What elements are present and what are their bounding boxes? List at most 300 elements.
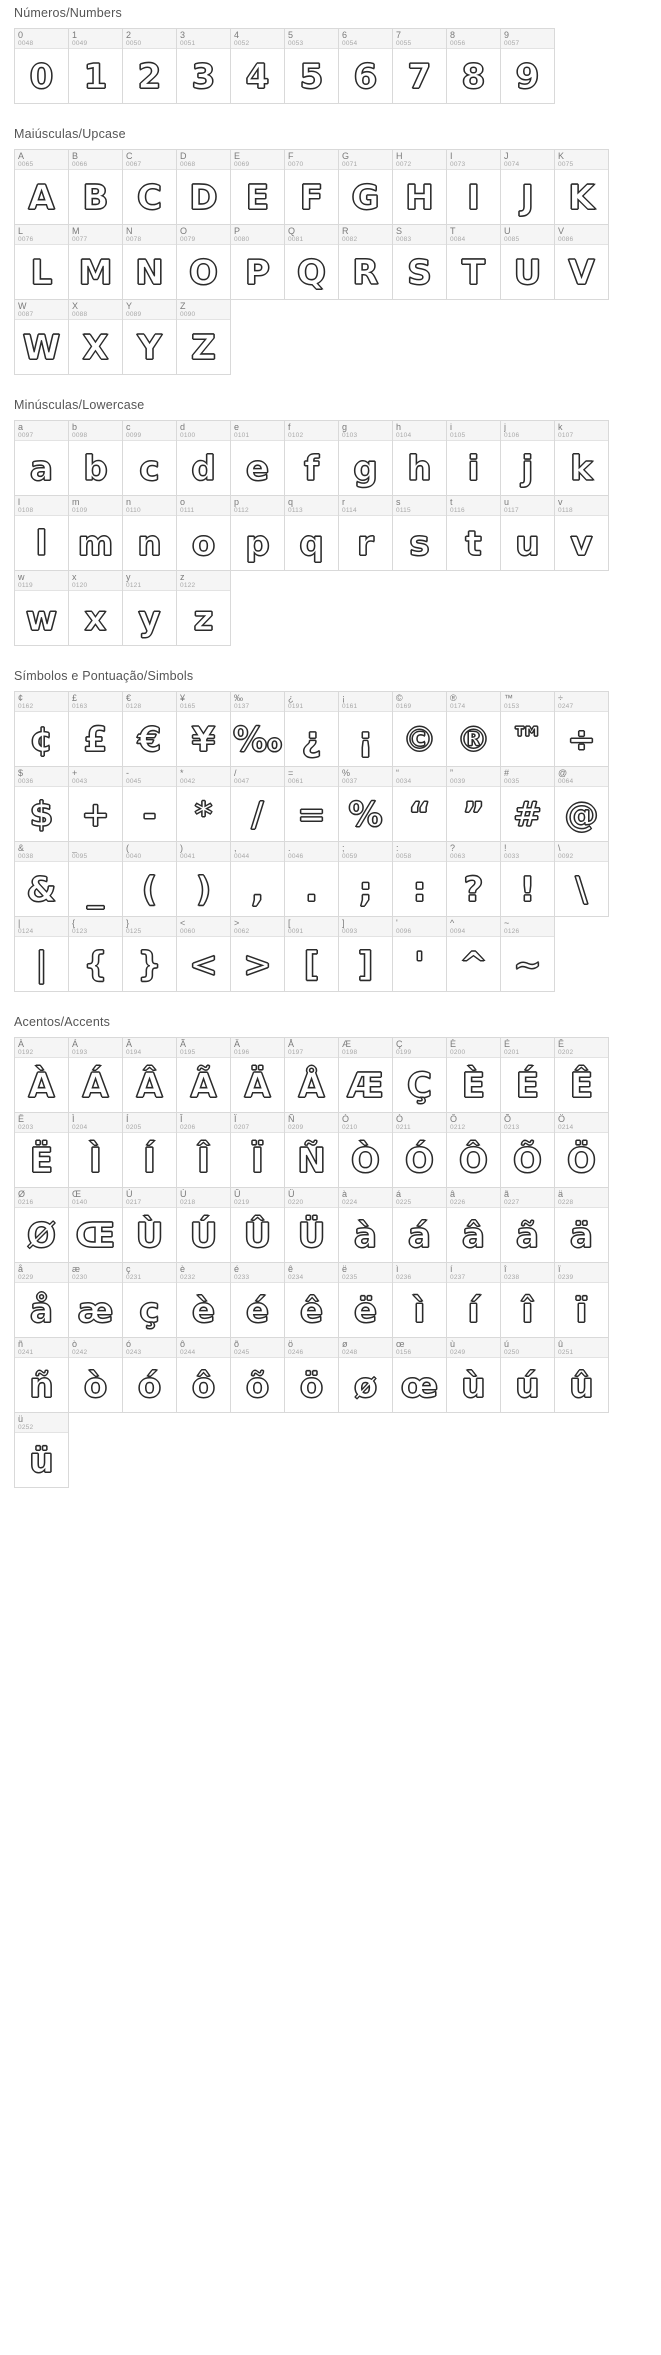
glyph-code-label: 0199 — [396, 1049, 412, 1056]
glyph-cell[interactable] — [338, 916, 393, 992]
glyph-header — [231, 1263, 284, 1283]
glyph-preview — [501, 712, 554, 767]
glyph-cell[interactable] — [68, 420, 123, 496]
glyph-header — [285, 225, 338, 245]
glyph-cell[interactable] — [122, 1112, 177, 1188]
glyph-cell[interactable] — [284, 841, 339, 917]
glyph-cell[interactable] — [554, 224, 609, 300]
glyph-preview-character: ÷ — [567, 719, 596, 760]
glyph-header — [555, 225, 608, 245]
glyph-preview-character: û — [569, 1365, 594, 1406]
glyph-character-label: î — [504, 1264, 507, 1274]
glyph-preview — [447, 1358, 500, 1413]
glyph-character-label: ! — [504, 843, 507, 853]
glyph-cell[interactable] — [446, 149, 501, 225]
glyph-character-label: 5 — [288, 30, 294, 40]
glyph-cell[interactable] — [338, 1037, 393, 1113]
glyph-code-label: 0116 — [450, 507, 465, 514]
glyph-cell[interactable] — [14, 224, 69, 300]
glyph-cell[interactable] — [14, 691, 69, 767]
glyph-preview — [15, 245, 68, 300]
glyph-cell[interactable] — [338, 691, 393, 767]
glyph-cell[interactable] — [176, 1187, 231, 1263]
glyph-character-label: : — [396, 843, 399, 853]
glyph-preview-character: q — [299, 523, 324, 564]
glyph-cell[interactable] — [500, 149, 555, 225]
glyph-character-label: í — [450, 1264, 453, 1274]
glyph-cell[interactable] — [446, 691, 501, 767]
glyph-character-label: a — [18, 422, 24, 432]
glyph-cell[interactable] — [122, 420, 177, 496]
glyph-cell[interactable] — [68, 224, 123, 300]
glyph-header — [285, 1338, 338, 1358]
glyph-cell[interactable] — [14, 841, 69, 917]
glyph-cell[interactable] — [554, 1187, 609, 1263]
glyph-preview-character: ò — [83, 1365, 108, 1406]
glyph-preview-character: C — [137, 177, 162, 218]
glyph-cell[interactable] — [392, 841, 447, 917]
glyph-character-label: , — [234, 843, 237, 853]
glyph-cell[interactable] — [500, 495, 555, 571]
glyph-cell[interactable] — [122, 691, 177, 767]
glyph-cell[interactable] — [230, 1337, 285, 1413]
glyph-preview-character: y — [138, 598, 161, 639]
glyph-cell[interactable] — [122, 1187, 177, 1263]
glyph-code-label: 0060 — [180, 928, 196, 935]
glyph-cell[interactable] — [14, 1337, 69, 1413]
glyph-cell[interactable] — [68, 1112, 123, 1188]
glyph-cell[interactable] — [68, 28, 123, 104]
glyph-cell[interactable] — [14, 1187, 69, 1263]
glyph-preview-character: Æ — [347, 1065, 384, 1106]
glyph-cell[interactable] — [284, 1187, 339, 1263]
glyph-cell[interactable] — [554, 691, 609, 767]
glyph-code-label: 0191 — [288, 703, 304, 710]
glyph-cell[interactable] — [122, 28, 177, 104]
glyph-character-label: + — [72, 768, 78, 778]
glyph-cell[interactable] — [14, 420, 69, 496]
glyph-header — [555, 842, 608, 862]
glyph-cell[interactable] — [176, 495, 231, 571]
glyph-cell[interactable] — [284, 691, 339, 767]
glyph-cell[interactable] — [122, 495, 177, 571]
glyph-cell[interactable] — [176, 1112, 231, 1188]
glyph-preview-character: ö — [299, 1365, 324, 1406]
glyph-preview — [555, 862, 608, 917]
glyph-cell[interactable] — [338, 1262, 393, 1338]
glyph-cell[interactable] — [338, 1112, 393, 1188]
glyph-cell[interactable] — [68, 570, 123, 646]
glyph-header — [339, 1338, 392, 1358]
glyph-cell[interactable] — [68, 299, 123, 375]
glyph-header — [123, 1263, 176, 1283]
glyph-header — [339, 496, 392, 516]
glyph-cell[interactable] — [284, 28, 339, 104]
glyph-code-label: 0140 — [72, 1199, 88, 1206]
glyph-cell[interactable] — [68, 1262, 123, 1338]
glyph-cell[interactable] — [500, 841, 555, 917]
glyph-cell[interactable] — [68, 495, 123, 571]
glyph-preview-character: Ï — [251, 1140, 264, 1181]
glyph-cell[interactable] — [14, 299, 69, 375]
glyph-character-label: t — [450, 497, 453, 507]
glyph-cell[interactable] — [392, 420, 447, 496]
glyph-character-label: k — [558, 422, 563, 432]
glyph-cell[interactable] — [284, 1337, 339, 1413]
glyph-cell[interactable] — [446, 1187, 501, 1263]
glyph-cell[interactable] — [176, 420, 231, 496]
glyph-cell[interactable] — [392, 149, 447, 225]
glyph-preview-character: Ô — [459, 1140, 488, 1181]
glyph-cell[interactable] — [500, 28, 555, 104]
glyph-cell[interactable] — [14, 570, 69, 646]
glyph-cell[interactable] — [446, 420, 501, 496]
glyph-character-label: ® — [450, 693, 457, 703]
glyph-header — [15, 1338, 68, 1358]
glyph-cell[interactable] — [68, 916, 123, 992]
glyph-cell[interactable] — [446, 224, 501, 300]
glyph-cell[interactable] — [554, 420, 609, 496]
glyph-cell[interactable] — [284, 1112, 339, 1188]
glyph-cell[interactable] — [14, 916, 69, 992]
glyph-preview — [447, 1283, 500, 1338]
glyph-cell[interactable] — [500, 766, 555, 842]
glyph-cell[interactable] — [122, 841, 177, 917]
glyph-cell[interactable] — [176, 841, 231, 917]
glyph-cell[interactable] — [500, 1187, 555, 1263]
glyph-cell[interactable] — [446, 1262, 501, 1338]
glyph-code-label: 0075 — [558, 161, 574, 168]
glyph-cell[interactable] — [338, 149, 393, 225]
glyph-cell[interactable] — [176, 691, 231, 767]
glyph-code-label: 0217 — [126, 1199, 142, 1206]
glyph-header — [501, 421, 554, 441]
glyph-cell[interactable] — [230, 916, 285, 992]
glyph-header — [123, 300, 176, 320]
glyph-cell[interactable] — [284, 1037, 339, 1113]
glyph-cell[interactable] — [14, 1262, 69, 1338]
glyph-header — [177, 1038, 230, 1058]
glyph-header — [393, 842, 446, 862]
glyph-cell[interactable] — [446, 28, 501, 104]
glyph-preview — [555, 1358, 608, 1413]
glyph-cell[interactable] — [500, 420, 555, 496]
glyph-cell[interactable] — [176, 916, 231, 992]
glyph-cell[interactable] — [446, 916, 501, 992]
glyph-cell[interactable] — [392, 1262, 447, 1338]
glyph-cell[interactable] — [230, 149, 285, 225]
glyph-character-label: Ñ — [288, 1114, 295, 1124]
glyph-cell[interactable] — [122, 766, 177, 842]
glyph-code-label: 0247 — [558, 703, 574, 710]
glyph-code-label: 0201 — [504, 1049, 520, 1056]
glyph-character-label: \ — [558, 843, 561, 853]
glyph-preview — [501, 441, 554, 496]
glyph-header — [123, 496, 176, 516]
glyph-cell[interactable] — [14, 1037, 69, 1113]
glyph-cell[interactable] — [392, 28, 447, 104]
glyph-cell[interactable] — [14, 149, 69, 225]
glyph-preview-character: * — [194, 794, 213, 835]
glyph-preview — [393, 1133, 446, 1188]
glyph-cell[interactable] — [230, 28, 285, 104]
glyph-cell[interactable] — [392, 495, 447, 571]
glyph-code-label: 0061 — [288, 778, 304, 785]
glyph-preview — [393, 516, 446, 571]
glyph-character-label: ™ — [504, 693, 513, 703]
glyph-preview-character: } — [137, 944, 162, 985]
glyph-cell[interactable] — [230, 1037, 285, 1113]
glyph-header — [393, 1338, 446, 1358]
glyph-cell[interactable] — [392, 1112, 447, 1188]
glyph-character-label: Ç — [396, 1039, 403, 1049]
glyph-cell[interactable] — [14, 495, 69, 571]
glyph-cell[interactable] — [176, 570, 231, 646]
glyph-cell[interactable] — [554, 495, 609, 571]
glyph-character-label: = — [288, 768, 294, 778]
glyph-code-label: 0248 — [342, 1349, 358, 1356]
glyph-cell[interactable] — [122, 1037, 177, 1113]
glyph-character-label: © — [396, 693, 403, 703]
glyph-preview — [339, 787, 392, 842]
glyph-cell[interactable] — [500, 1337, 555, 1413]
glyph-cell[interactable] — [392, 224, 447, 300]
glyph-code-label: 0128 — [126, 703, 142, 710]
glyph-header — [555, 1188, 608, 1208]
glyph-preview-character: b — [83, 448, 108, 489]
glyph-preview-character: j — [521, 448, 534, 489]
glyph-cell[interactable] — [68, 1187, 123, 1263]
glyph-cell[interactable] — [68, 1337, 123, 1413]
glyph-preview-character: É — [515, 1065, 540, 1106]
glyph-preview — [69, 441, 122, 496]
glyph-cell[interactable] — [500, 1112, 555, 1188]
glyph-cell[interactable] — [14, 1112, 69, 1188]
glyph-cell[interactable] — [392, 1037, 447, 1113]
glyph-cell[interactable] — [122, 149, 177, 225]
glyph-preview — [69, 516, 122, 571]
glyph-cell[interactable] — [230, 495, 285, 571]
glyph-character-label: H — [396, 151, 403, 161]
glyph-preview — [177, 1358, 230, 1413]
glyph-cell[interactable] — [446, 1112, 501, 1188]
glyph-cell[interactable] — [230, 420, 285, 496]
glyph-cell[interactable] — [338, 420, 393, 496]
glyph-cell[interactable] — [122, 1262, 177, 1338]
glyph-preview-character: Ä — [244, 1065, 271, 1106]
glyph-cell[interactable] — [122, 570, 177, 646]
glyph-cell[interactable] — [446, 1337, 501, 1413]
glyph-cell[interactable] — [230, 1112, 285, 1188]
glyph-cell[interactable] — [176, 28, 231, 104]
glyph-character-label: > — [234, 918, 240, 928]
glyph-preview — [123, 591, 176, 646]
glyph-character-label: ú — [504, 1339, 510, 1349]
glyph-header — [15, 1038, 68, 1058]
glyph-code-label: 0230 — [72, 1274, 88, 1281]
glyph-preview — [123, 862, 176, 917]
glyph-cell[interactable] — [554, 1262, 609, 1338]
glyph-header — [15, 917, 68, 937]
glyph-code-label: 0057 — [504, 40, 520, 47]
glyph-character-label: ñ — [18, 1339, 24, 1349]
glyph-cell[interactable] — [338, 841, 393, 917]
glyph-preview — [447, 712, 500, 767]
glyph-cell[interactable] — [446, 495, 501, 571]
glyph-header — [69, 917, 122, 937]
glyph-cell[interactable] — [554, 841, 609, 917]
glyph-cell[interactable] — [554, 1337, 609, 1413]
glyph-code-label: 0089 — [126, 311, 142, 318]
glyph-cell[interactable] — [122, 916, 177, 992]
glyph-cell[interactable] — [284, 1262, 339, 1338]
glyph-preview — [231, 787, 284, 842]
glyph-preview-character: 1 — [83, 56, 108, 97]
glyph-cell[interactable] — [338, 766, 393, 842]
glyph-code-label: 0236 — [396, 1274, 412, 1281]
glyph-cell[interactable] — [392, 691, 447, 767]
glyph-cell[interactable] — [500, 916, 555, 992]
glyph-cell[interactable] — [176, 1262, 231, 1338]
glyph-code-label: 0219 — [234, 1199, 250, 1206]
glyph-cell[interactable] — [500, 691, 555, 767]
glyph-header — [285, 767, 338, 787]
glyph-preview — [555, 1208, 608, 1263]
glyph-preview-character: ; — [358, 869, 373, 910]
glyph-code-label: 0064 — [558, 778, 574, 785]
glyph-cell[interactable] — [554, 1112, 609, 1188]
glyph-cell[interactable] — [446, 841, 501, 917]
glyph-cell[interactable] — [230, 766, 285, 842]
glyph-character-label: { — [72, 918, 76, 928]
glyph-cell[interactable] — [230, 1187, 285, 1263]
glyph-cell[interactable] — [392, 916, 447, 992]
glyph-cell[interactable] — [176, 299, 231, 375]
glyph-cell[interactable] — [284, 766, 339, 842]
glyph-cell[interactable] — [230, 224, 285, 300]
glyph-cell[interactable] — [554, 766, 609, 842]
glyph-preview — [15, 712, 68, 767]
glyph-code-label: 0104 — [396, 432, 412, 439]
glyph-cell[interactable] — [554, 149, 609, 225]
glyph-cell[interactable] — [122, 299, 177, 375]
glyph-code-label: 0224 — [342, 1199, 358, 1206]
glyph-cell[interactable] — [230, 841, 285, 917]
glyph-code-label: 0227 — [504, 1199, 520, 1206]
glyph-header — [177, 1338, 230, 1358]
glyph-cell[interactable] — [122, 224, 177, 300]
glyph-cell[interactable] — [176, 224, 231, 300]
glyph-cell[interactable] — [230, 691, 285, 767]
glyph-cell[interactable] — [338, 28, 393, 104]
glyph-header — [69, 1263, 122, 1283]
glyph-cell[interactable] — [338, 224, 393, 300]
glyph-cell[interactable] — [14, 28, 69, 104]
glyph-cell[interactable] — [446, 766, 501, 842]
glyph-code-label: 0214 — [558, 1124, 574, 1131]
glyph-cell[interactable] — [176, 1337, 231, 1413]
glyph-character-label: c — [126, 422, 131, 432]
glyph-cell[interactable] — [392, 766, 447, 842]
glyph-cell[interactable] — [68, 841, 123, 917]
glyph-header — [555, 150, 608, 170]
glyph-cell[interactable] — [230, 1262, 285, 1338]
glyph-cell[interactable] — [446, 1037, 501, 1113]
glyph-header — [501, 496, 554, 516]
glyph-code-label: 0119 — [18, 582, 33, 589]
glyph-header — [123, 421, 176, 441]
glyph-cell[interactable] — [122, 1337, 177, 1413]
glyph-cell[interactable] — [176, 1037, 231, 1113]
glyph-cell[interactable] — [500, 1262, 555, 1338]
glyph-cell[interactable] — [500, 224, 555, 300]
glyph-cell[interactable] — [68, 1037, 123, 1113]
glyph-cell[interactable] — [68, 766, 123, 842]
glyph-cell[interactable] — [338, 1337, 393, 1413]
glyph-character-label: Ö — [558, 1114, 566, 1124]
glyph-code-label: 0225 — [396, 1199, 412, 1206]
glyph-header — [177, 571, 230, 591]
glyph-cell[interactable] — [392, 1187, 447, 1263]
glyph-code-label: 0207 — [234, 1124, 250, 1131]
glyph-cell[interactable] — [176, 149, 231, 225]
glyph-header — [393, 1038, 446, 1058]
glyph-preview — [285, 1133, 338, 1188]
glyph-cell[interactable] — [68, 149, 123, 225]
glyph-preview-character: Ó — [405, 1140, 434, 1181]
glyph-character-label: B — [72, 151, 79, 161]
glyph-preview — [285, 712, 338, 767]
glyph-preview — [15, 170, 68, 225]
glyph-cell[interactable] — [14, 766, 69, 842]
glyph-character-label: É — [504, 1039, 511, 1049]
glyph-cell[interactable] — [284, 420, 339, 496]
glyph-cell[interactable] — [554, 1037, 609, 1113]
glyph-character-label: Á — [72, 1039, 79, 1049]
glyph-preview-character: ú — [515, 1365, 540, 1406]
glyph-cell[interactable] — [284, 149, 339, 225]
glyph-code-label: 0105 — [450, 432, 466, 439]
glyph-character-label: 4 — [234, 30, 240, 40]
glyph-code-label: 0052 — [234, 40, 250, 47]
glyph-preview-character: e — [245, 448, 270, 489]
glyph-cell[interactable] — [14, 1412, 69, 1488]
glyph-character-label: x — [72, 572, 77, 582]
glyph-cell[interactable] — [392, 1337, 447, 1413]
glyph-header — [501, 1038, 554, 1058]
glyph-cell[interactable] — [68, 691, 123, 767]
glyph-code-label: 0078 — [126, 236, 142, 243]
glyph-cell[interactable] — [500, 1037, 555, 1113]
glyph-preview-character: ¢ — [29, 719, 54, 760]
glyph-code-label: 0092 — [558, 853, 574, 860]
glyph-header — [501, 29, 554, 49]
glyph-cell[interactable] — [176, 766, 231, 842]
glyph-cell[interactable] — [284, 495, 339, 571]
glyph-character-label: p — [234, 497, 240, 507]
glyph-cell[interactable] — [284, 224, 339, 300]
glyph-cell[interactable] — [338, 1187, 393, 1263]
glyph-character-label: 6 — [342, 30, 348, 40]
glyph-cell[interactable] — [284, 916, 339, 992]
glyph-code-label: 0102 — [288, 432, 304, 439]
glyph-preview — [231, 245, 284, 300]
glyph-preview — [177, 712, 230, 767]
glyph-preview-character: õ — [245, 1365, 270, 1406]
glyph-code-label: 0042 — [180, 778, 196, 785]
glyph-cell[interactable] — [338, 495, 393, 571]
glyph-preview — [15, 1433, 68, 1488]
